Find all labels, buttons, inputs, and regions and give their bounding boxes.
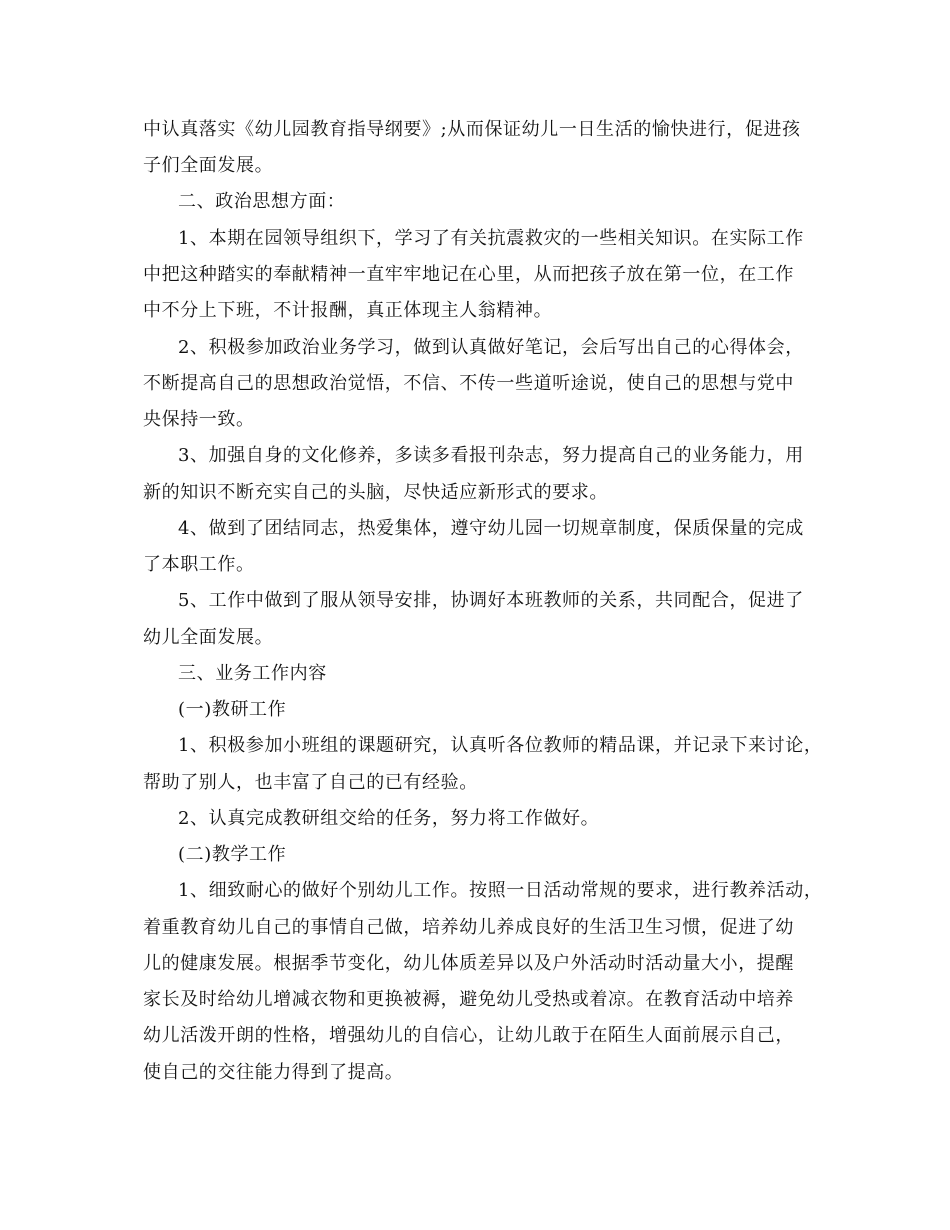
paragraph-line: 中不分上下班，不计报酬，真正体现主人翁精神。 [143,300,553,321]
section-heading: 三、业务工作内容 [178,663,327,684]
paragraph-line: 着重教育幼儿自己的事情自己做，培养幼儿养成良好的生活卫生习惯，促进了幼 [143,917,794,938]
paragraph-line: 儿的健康发展。根据季节变化，幼儿体质差异以及户外活动时活动量大小，提醒 [143,953,794,974]
paragraph-line: 5、工作中做到了服从领导安排，协调好本班教师的关系，共同配合，促进了 [178,590,804,611]
paragraph-line: 幼儿全面发展。 [143,627,274,648]
subsection-heading: (一)教研工作 [178,699,287,720]
subsection-heading: (二)教学工作 [178,844,287,865]
paragraph-line: 2、认真完成教研组交给的任务，努力将工作做好。 [178,808,600,829]
paragraph-line: 子们全面发展。 [143,155,274,176]
paragraph-line: 使自己的交往能力得到了提高。 [143,1062,404,1083]
paragraph-line: 新的知识不断充实自己的头脑，尽快适应新形式的要求。 [143,482,608,503]
paragraph-line: 央保持一致。 [143,409,255,430]
paragraph-line: 4、做到了团结同志，热爱集体，遵守幼儿园一切规章制度，保质保量的完成 [178,518,804,539]
paragraph-line: 1、细致耐心的做好个别幼儿工作。按照一日活动常规的要求，进行教养活动， [178,880,823,901]
paragraph-line: 家长及时给幼儿增减衣物和更换被褥，避免幼儿受热或着凉。在教育活动中培养 [143,989,794,1010]
paragraph-line: 3、加强自身的文化修养，多读多看报刊杂志，努力提高自己的业务能力，用 [178,445,804,466]
paragraph-line: 1、本期在园领导组织下，学习了有关抗震救灾的一些相关知识。在实际工作 [178,228,804,249]
paragraph-line: 了本职工作。 [143,554,255,575]
paragraph-line: 不断提高自己的思想政治觉悟，不信、不传一些道听途说，使自己的思想与党中 [143,373,794,394]
section-heading: 二、政治思想方面： [178,191,346,212]
paragraph-line: 中把这种踏实的奉献精神一直牢牢地记在心里，从而把孩子放在第一位，在工作 [143,264,794,285]
paragraph-line: 幼儿活泼开朗的性格，增强幼儿的自信心，让幼儿敢于在陌生人面前展示自己， [143,1025,794,1046]
paragraph-line: 中认真落实《幼儿园教育指导纲要》;从而保证幼儿一日生活的愉快进行，促进孩 [143,119,801,140]
paragraph-line: 帮助了别人，也丰富了自己的已有经验。 [143,772,478,793]
paragraph-line: 1、积极参加小班组的课题研究，认真听各位教师的精品课，并记录下来讨论， [178,735,823,756]
paragraph-line: 2、积极参加政治业务学习，做到认真做好笔记，会后写出自己的心得体会， [178,337,804,358]
